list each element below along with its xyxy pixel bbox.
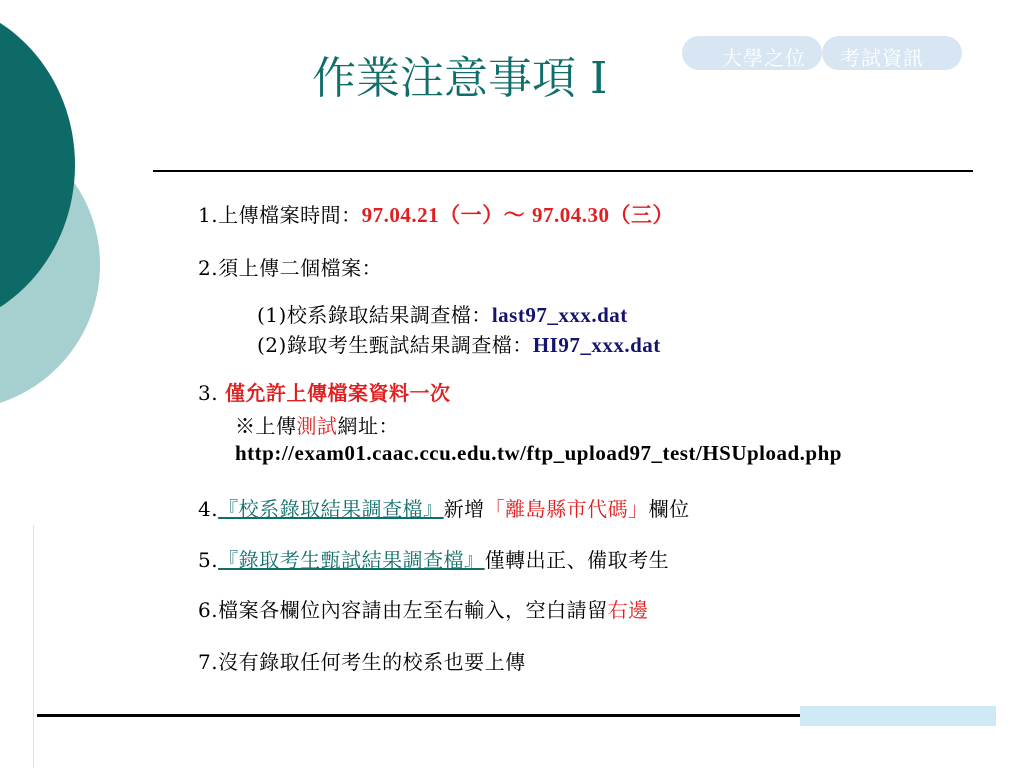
file-name: HI97_xxx.dat xyxy=(532,333,661,357)
item-number: 6. xyxy=(198,598,219,622)
item-export-scope xyxy=(198,544,669,573)
date-end: 97.04.30（三） xyxy=(531,203,674,227)
left-divider xyxy=(33,525,34,768)
item-required-files xyxy=(198,252,382,281)
item-number: 3. xyxy=(198,381,219,405)
logo-text-right: 考試資訊 xyxy=(840,46,924,70)
logo xyxy=(682,36,962,72)
file-name: last97_xxx.dat xyxy=(491,303,628,327)
item-label: 須上傳二個檔案： xyxy=(218,256,383,280)
item-text: 沒有錄取任何考生的校系也要上傳 xyxy=(218,650,526,674)
item-number: 1. xyxy=(198,203,219,227)
footer-accent-bar xyxy=(800,706,996,726)
test-url: http://exam01.caac.ccu.edu.tw/ftp_upload97_test/HSUpload.php xyxy=(235,441,842,465)
note-prefix: ※上傳 xyxy=(235,414,297,438)
file-reference: 『校系錄取結果調查檔』 xyxy=(218,497,444,521)
item-text: 僅轉出正、備取考生 xyxy=(484,548,670,572)
file-label: (2)錄取考生甄試結果調查檔： xyxy=(257,333,533,357)
logo-text-left: 大學之位 xyxy=(722,46,806,70)
field-name: 「離島縣市代碼」 xyxy=(484,497,649,521)
file-entry-1 xyxy=(257,299,628,328)
item-upload-time xyxy=(198,199,674,229)
file-reference: 『錄取考生甄試結果調查檔』 xyxy=(218,548,485,572)
title-divider xyxy=(153,170,973,172)
item-upload-all xyxy=(198,646,526,675)
item-number: 7. xyxy=(198,650,219,674)
note-suffix: 網址： xyxy=(337,414,399,438)
item-text: 檔案各欄位內容請由左至右輸入，空白請留 xyxy=(218,598,608,622)
item-new-field xyxy=(198,493,690,522)
file-entry-2 xyxy=(257,329,661,358)
item-field-order xyxy=(198,594,649,623)
item-label: 僅允許上傳檔案資料一次 xyxy=(224,381,451,405)
date-start: 97.04.21（一）～ xyxy=(361,203,526,227)
item-upload-once xyxy=(198,377,450,406)
item-number: 4. xyxy=(198,497,219,521)
item-number: 2. xyxy=(198,256,219,280)
note-highlight: 測試 xyxy=(296,414,338,438)
item-highlight: 右邊 xyxy=(607,598,649,622)
item-number: 5. xyxy=(198,548,219,572)
item-text-end: 欄位 xyxy=(648,497,690,521)
test-url-note xyxy=(235,410,399,439)
item-label: 上傳檔案時間： xyxy=(218,203,362,227)
item-text: 新增 xyxy=(443,497,485,521)
file-label: (1)校系錄取結果調查檔： xyxy=(257,303,492,327)
slide-title: 作業注意事項 I xyxy=(312,53,608,104)
footer-divider xyxy=(37,714,801,717)
